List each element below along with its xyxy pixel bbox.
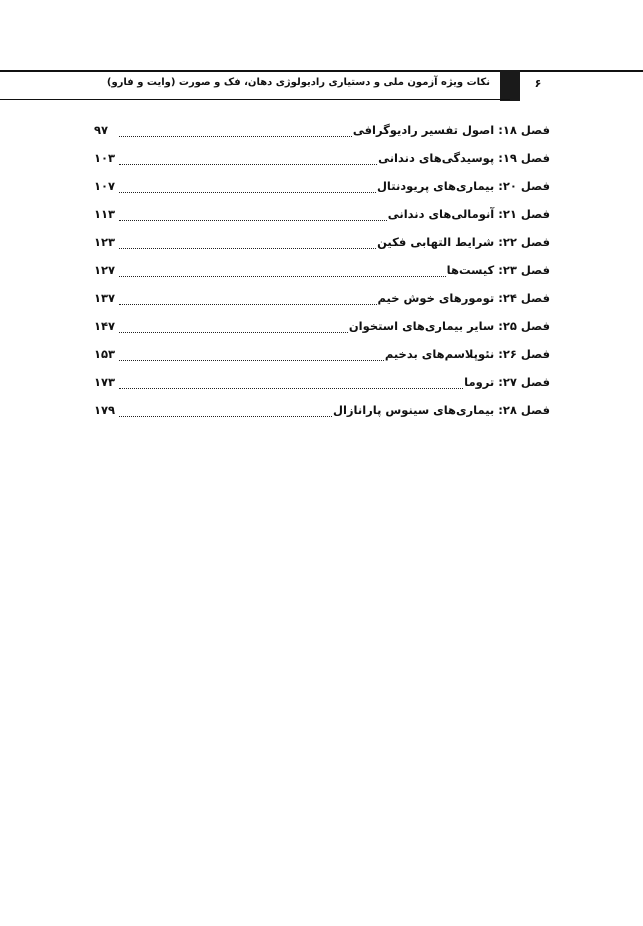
toc-entry-page: ۹۷ <box>94 123 109 137</box>
toc-entry-title: فصل ۲۵: سایر بیماری‌های استخوان <box>348 319 550 333</box>
toc-entry[interactable] <box>94 396 550 424</box>
toc-entry-page: ۱۳۷ <box>94 291 116 305</box>
toc-entry[interactable] <box>94 256 550 284</box>
toc-entry-title: فصل ۲۳: کیست‌ها <box>446 263 550 277</box>
toc-entry[interactable] <box>94 172 550 200</box>
toc-entry-title: فصل ۱۸: اصول تفسیر رادیوگرافی <box>352 123 550 137</box>
toc-entry-page: ۱۰۳ <box>94 151 116 165</box>
table-of-contents <box>94 116 550 424</box>
toc-entry-page: ۱۴۷ <box>94 319 116 333</box>
toc-entry[interactable] <box>94 116 550 144</box>
toc-entry[interactable] <box>94 144 550 172</box>
toc-entry-page: ۱۲۳ <box>94 235 116 249</box>
toc-entry-title: فصل ۱۹: پوسیدگی‌های دندانی <box>378 151 550 165</box>
toc-entry-title: فصل ۲۸: بیماری‌های سینوس پارانازال <box>333 403 550 417</box>
header-title: نکات ویژه آزمون ملی و دستیاری رادیولوژی دهان، فک و صورت (وایت و فارو) <box>106 77 490 88</box>
toc-entry-title: فصل ۲۴: تومورهای خوش خیم <box>377 291 550 305</box>
toc-entry-page: ۱۰۷ <box>94 179 116 193</box>
toc-entry-page: ۱۷۹ <box>94 403 116 417</box>
toc-leader-dots <box>119 208 387 221</box>
toc-entry-page: ۱۷۳ <box>94 375 116 389</box>
toc-entry[interactable] <box>94 284 550 312</box>
toc-entry-title: فصل ۲۶: نئوپلاسم‌های بدخیم <box>384 347 550 361</box>
toc-leader-dots <box>119 236 376 249</box>
toc-entry[interactable] <box>94 368 550 396</box>
page-number: ۶ <box>534 77 542 90</box>
toc-leader-dots <box>119 124 352 137</box>
toc-leader-dots <box>119 152 377 165</box>
toc-entry-page: ۱۵۳ <box>94 347 116 361</box>
toc-entry[interactable] <box>94 312 550 340</box>
header-rule-bottom <box>0 99 510 100</box>
toc-entry-title: فصل ۲۷: تروما <box>464 375 550 389</box>
toc-entry-title: فصل ۲۲: شرایط التهابی فکین <box>377 235 550 249</box>
toc-leader-dots <box>119 348 384 361</box>
header-black-tab <box>500 70 520 101</box>
toc-leader-dots <box>119 404 332 417</box>
toc-entry-page: ۱۲۷ <box>94 263 116 277</box>
toc-entry-page: ۱۱۳ <box>94 207 116 221</box>
toc-leader-dots <box>119 376 463 389</box>
running-header <box>0 70 643 101</box>
toc-leader-dots <box>119 292 377 305</box>
toc-leader-dots <box>119 180 376 193</box>
toc-entry[interactable] <box>94 340 550 368</box>
toc-entry-title: فصل ۲۰: بیماری‌های پریودنتال <box>376 179 550 193</box>
toc-entry[interactable] <box>94 200 550 228</box>
header-rule-top <box>0 70 643 72</box>
toc-entry[interactable] <box>94 228 550 256</box>
toc-leader-dots <box>119 320 348 333</box>
toc-entry-title: فصل ۲۱: آنومالی‌های دندانی <box>387 207 550 221</box>
toc-leader-dots <box>119 264 446 277</box>
